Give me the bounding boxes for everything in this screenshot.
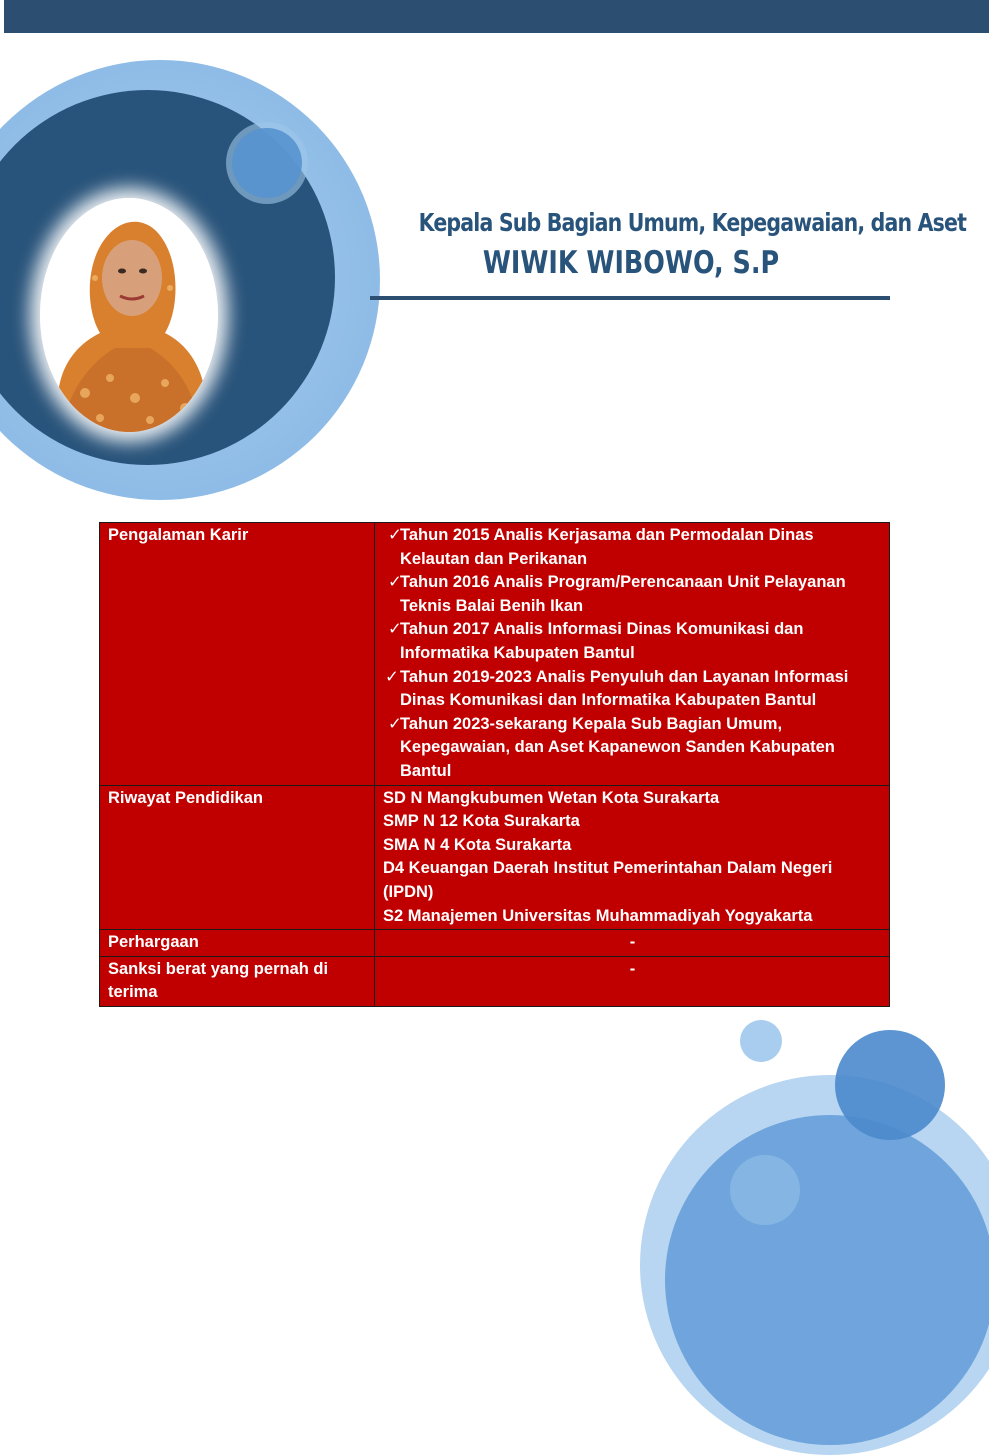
table-row-education [100,785,890,930]
sanctions-value: - [375,956,890,1006]
decorative-circle-br-soft [730,1155,800,1225]
table-row-awards [100,930,890,957]
career-list [375,523,890,786]
table-row-career [100,523,890,786]
decorative-circle-small [232,128,302,198]
awards-label: Perhargaan [100,930,375,957]
job-title: Kepala Sub Bagian Umum, Kepegawaian, dan Aset [418,208,967,237]
career-label: Pengalaman Karir [100,523,375,786]
person-portrait-icon [40,198,218,432]
awards-value: - [375,930,890,957]
list-item: ✓ Tahun 2017 Analis Informasi Dinas Komunikasi dan Informatika Kabupaten Bantul [388,620,804,662]
check-icon: ✓ [388,573,402,592]
list-item: SMA N 4 Kota Surakarta [383,835,572,854]
education-label: Riwayat Pendidikan [100,785,375,930]
table-row-sanctions [100,956,890,1006]
list-item: ✓ Tahun 2019-2023 Analis Penyuluh dan Layanan Informasi Dinas Komunikasi dan Informatika Kabupaten Bantul [385,667,849,710]
list-item: SMP N 12 Kota Surakarta [383,812,580,831]
profile-table [99,522,890,1007]
education-list [375,785,890,930]
person-name: WIWIK WIBOWO, S.P [482,245,780,281]
list-item: S2 Manajemen Universitas Muhammadiyah Yogyakarta [383,906,813,925]
check-icon: ✓ [388,714,402,733]
sanctions-label: Sanksi berat yang pernah di terima [100,956,375,1006]
check-icon: ✓ [388,620,402,639]
list-item: ✓ Tahun 2015 Analis Kerjasama dan Permodalan Dinas Kelautan dan Perikanan [388,526,814,568]
check-icon: ✓ [388,526,402,544]
list-item: ✓ Tahun 2023-sekarang Kepala Sub Bagian Umum, Kepegawaian, dan Aset Kapanewon Sanden Kabupaten Bantul [388,714,835,780]
top-banner-bar [4,0,989,33]
title-divider [370,296,890,300]
profile-photo [40,198,218,432]
list-item: ✓ Tahun 2016 Analis Program/Perencanaan Unit Pelayanan Teknis Balai Benih Ikan [388,573,846,615]
decorative-circle-br-small [835,1030,945,1140]
decorative-circle-br-mid [665,1115,989,1445]
header-block [372,205,967,281]
list-item: D4 Keuangan Daerah Institut Pemerintahan Dalam Negeri (IPDN) [383,859,833,901]
list-item: SD N Mangkubumen Wetan Kota Surakarta [383,788,720,807]
decorative-circle-br-tiny [740,1020,782,1062]
check-icon: ✓ [385,667,399,686]
